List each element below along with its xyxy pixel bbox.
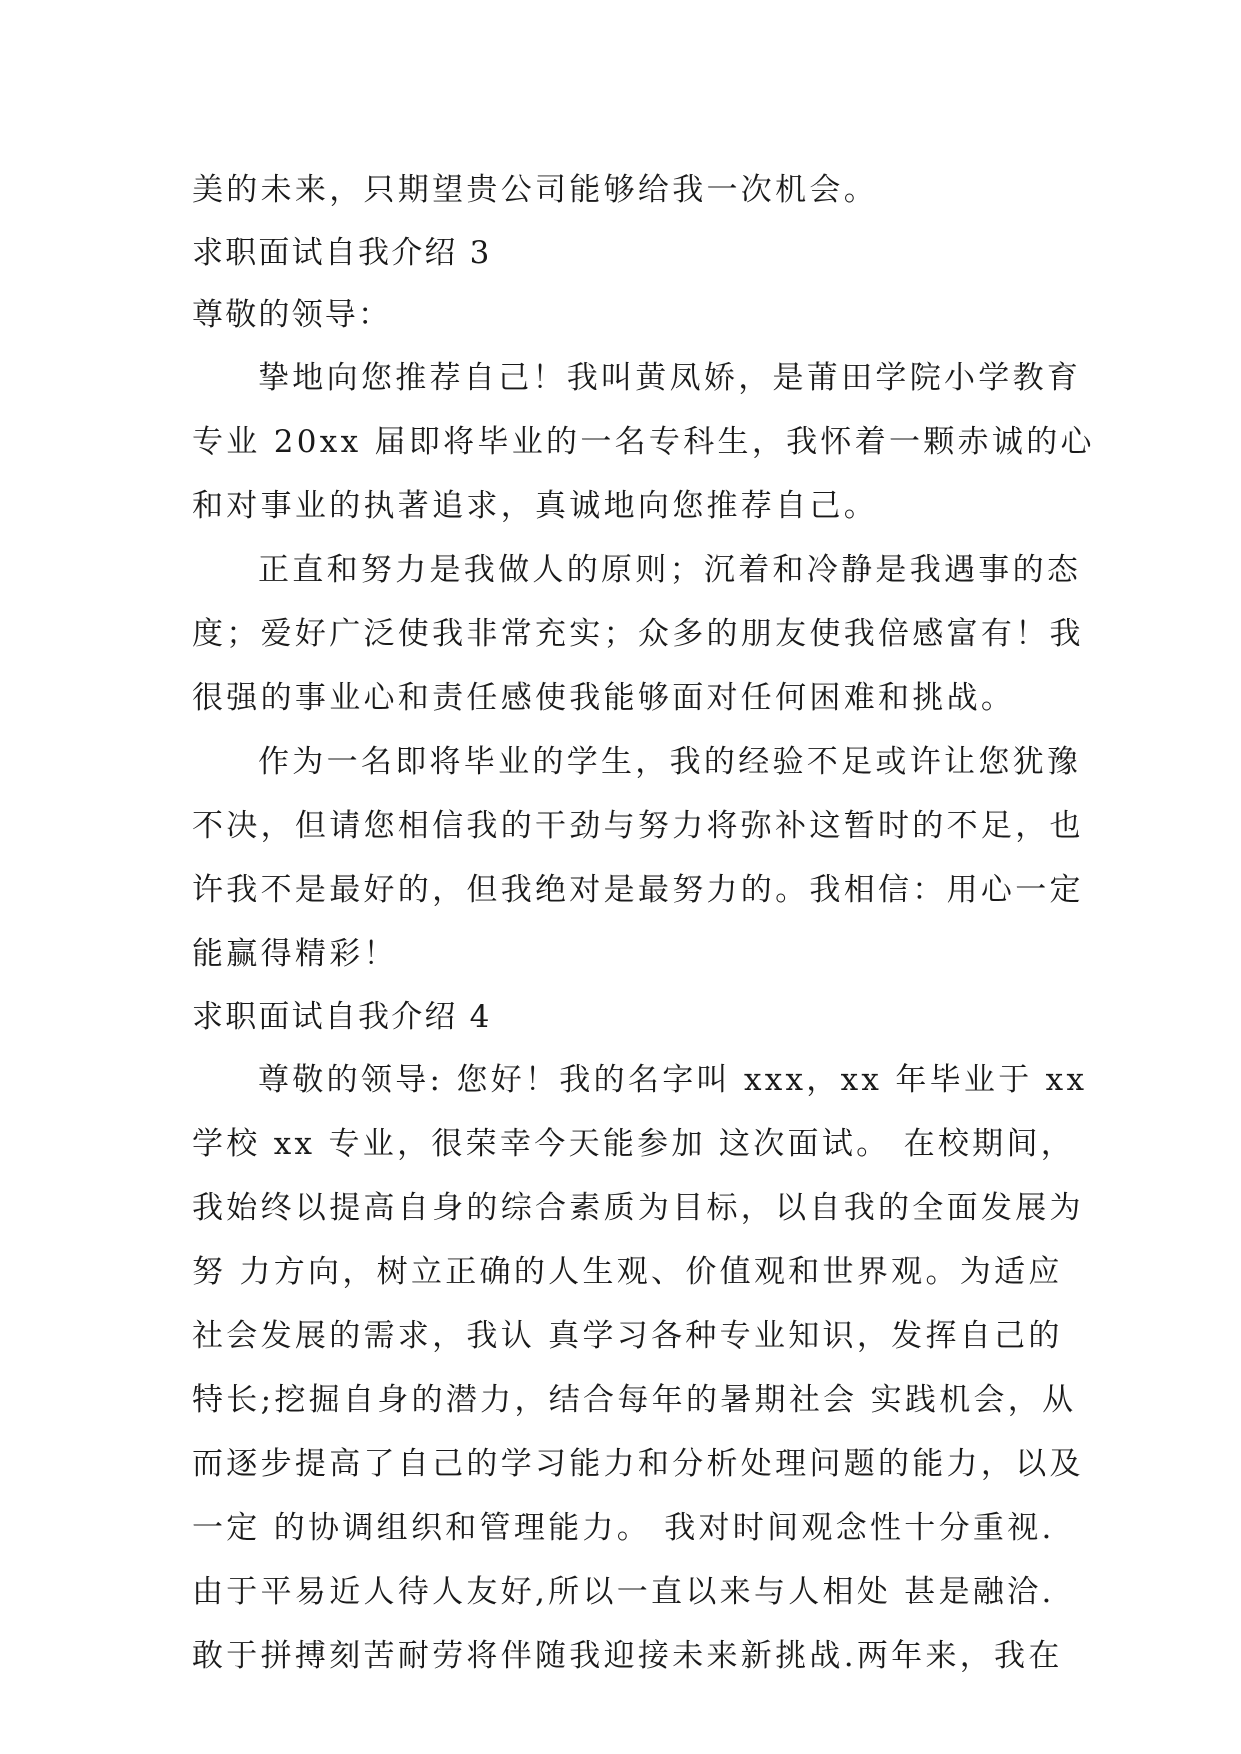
paragraph-first-line: 尊敬的领导: 您好！我的名字叫 xxx，xx 年毕业于 xx	[258, 1062, 1088, 1098]
text-line: 特长;挖掘自身的潜力，结合每年的暑期社会 实践机会，从	[192, 1382, 1077, 1418]
salutation: 尊敬的领导：	[192, 297, 392, 333]
text-line: 一定 的协调组织和管理能力。 我对时间观念性十分重视.	[192, 1510, 1055, 1546]
section-heading: 求职面试自我介绍 4	[192, 999, 492, 1035]
paragraph-first-line: 挚地向您推荐自己！我叫黄凤娇，是莆田学院小学教育	[258, 360, 1082, 396]
text-line: 敢于拼搏刻苦耐劳将伴随我迎接未来新挑战.两年来，我在	[192, 1638, 1063, 1674]
text-line: 努 力方向，树立正确的人生观、价值观和世界观。为适应	[192, 1254, 1063, 1290]
text-line: 我始终以提高自身的综合素质为目标，以自我的全面发展为	[192, 1190, 1084, 1226]
text-line: 许我不是最好的，但我绝对是最努力的。我相信：用心一定	[192, 872, 1084, 908]
text-line: 专业 20xx 届即将毕业的一名专科生，我怀着一颗赤诚的心	[192, 424, 1095, 460]
paragraph-first-line: 正直和努力是我做人的原则；沉着和冷静是我遇事的态	[258, 552, 1082, 588]
paragraph-first-line: 作为一名即将毕业的学生，我的经验不足或许让您犹豫	[258, 744, 1082, 780]
text-line: 能赢得精彩！	[192, 936, 398, 972]
text-line: 和对事业的执著追求，真诚地向您推荐自己。	[192, 488, 878, 524]
text-line: 度；爱好广泛使我非常充实；众多的朋友使我倍感富有！我	[192, 616, 1084, 652]
text-line: 由于平易近人待人友好,所以一直以来与人相处 甚是融洽.	[192, 1574, 1055, 1610]
text-line: 社会发展的需求，我认 真学习各种专业知识，发挥自己的	[192, 1318, 1063, 1354]
text-line: 不决，但请您相信我的干劲与努力将弥补这暂时的不足，也	[192, 808, 1084, 844]
document-body	[192, 158, 1095, 1688]
text-line: 而逐步提高了自己的学习能力和分析处理问题的能力，以及	[192, 1446, 1084, 1482]
text-line: 学校 xx 专业，很荣幸今天能参加 这次面试。 在校期间，	[192, 1126, 1076, 1162]
text-line: 很强的事业心和责任感使我能够面对任何困难和挑战。	[192, 680, 1016, 716]
section-heading: 求职面试自我介绍 3	[192, 235, 492, 271]
text-line: 美的未来，只期望贵公司能够给我一次机会。	[192, 172, 878, 208]
